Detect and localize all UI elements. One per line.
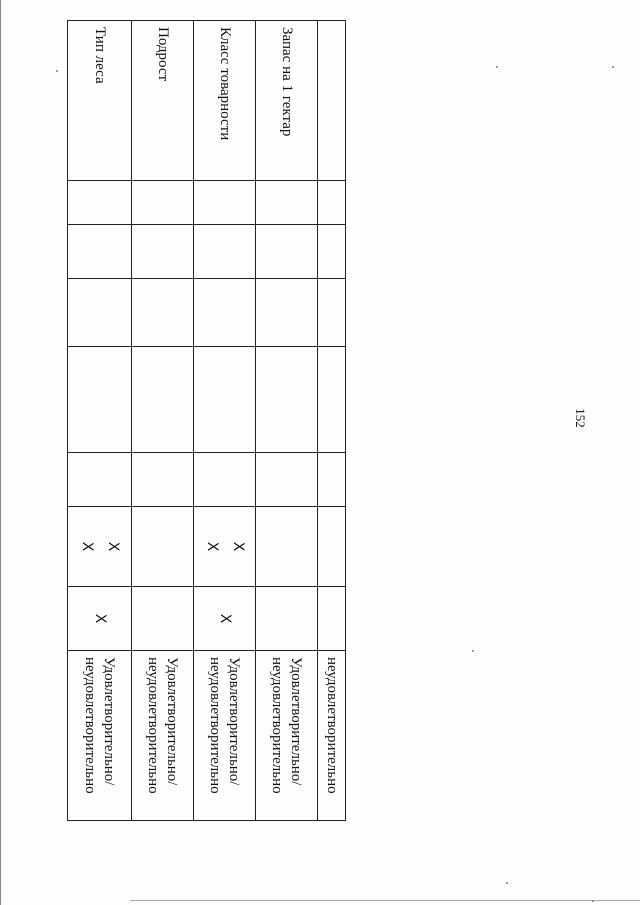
table-row	[318, 21, 346, 821]
scan-speck	[472, 650, 474, 652]
table-cell	[68, 181, 132, 225]
table-cell	[68, 279, 132, 347]
mark-cell	[318, 507, 346, 587]
table-row	[256, 21, 318, 821]
mark-cell	[132, 507, 194, 587]
table-cell	[318, 181, 346, 225]
mark-x: X	[79, 541, 96, 552]
table-cell	[256, 453, 318, 507]
result-cell: Удовлетворительно/ неудовлетворительно	[68, 651, 132, 821]
result-mark-cell: X	[194, 587, 256, 651]
table-cell	[256, 279, 318, 347]
mark-cell	[256, 507, 318, 587]
table-cell	[194, 181, 256, 225]
result-mark-cell	[256, 587, 318, 651]
scan-speck	[496, 66, 498, 68]
table-cell	[194, 279, 256, 347]
table-row	[132, 21, 194, 821]
result-cell: неудовлетворительно	[318, 651, 346, 821]
mark-cell	[194, 507, 256, 587]
scan-left-edge	[0, 0, 1, 905]
mark-x: X	[105, 541, 121, 552]
table-cell	[68, 347, 132, 453]
result-mark-cell	[318, 587, 346, 651]
scan-speck	[592, 900, 594, 902]
table-row	[194, 21, 256, 821]
table-cell	[256, 347, 318, 453]
row-label: Подрост	[132, 21, 194, 181]
table-cell	[318, 279, 346, 347]
table-cell	[132, 225, 194, 279]
result-mark-cell	[132, 587, 194, 651]
table-cell	[68, 225, 132, 279]
result-cell: Удовлетворительно/ неудовлетворительно	[256, 651, 318, 821]
table-cell	[132, 347, 194, 453]
table-cell	[194, 347, 256, 453]
result-mark-cell: X	[68, 587, 132, 651]
table-cell	[256, 181, 318, 225]
table-cell	[256, 225, 318, 279]
result-cell: Удовлетворительно/ неудовлетворительно	[194, 651, 256, 821]
table-cell	[194, 453, 256, 507]
mark-cell	[68, 507, 132, 587]
table-cell	[318, 225, 346, 279]
row-label: Тип леса	[68, 21, 132, 181]
table-cell	[318, 453, 346, 507]
scan-bottom-edge	[130, 900, 640, 901]
row-label: Запас на 1 гектар	[256, 21, 318, 181]
scan-speck	[506, 882, 508, 884]
scan-speck	[56, 70, 58, 72]
row-label: Класс товарности	[194, 21, 256, 181]
mark-x: X	[230, 541, 246, 552]
table-cell	[132, 181, 194, 225]
table-cell	[194, 225, 256, 279]
mark-x: X	[204, 541, 221, 552]
table-row	[68, 21, 132, 821]
row-label	[318, 21, 346, 181]
evaluation-table	[67, 20, 346, 821]
rotated-table-wrapper	[68, 20, 346, 820]
table-cell	[132, 453, 194, 507]
scan-speck	[612, 66, 614, 68]
table-cell	[132, 279, 194, 347]
page-number: 152	[572, 408, 588, 428]
table-cell	[318, 347, 346, 453]
table-cell	[68, 453, 132, 507]
result-cell: Удовлетворительно/ неудовлетворительно	[132, 651, 194, 821]
